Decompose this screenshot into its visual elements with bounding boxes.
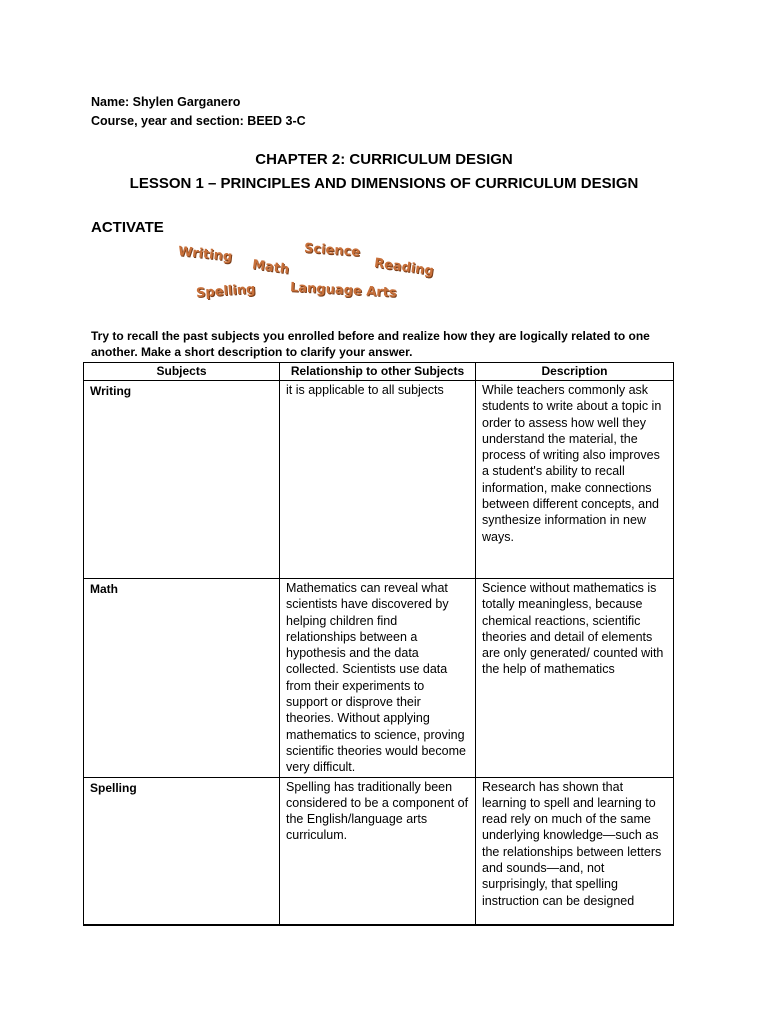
- relationship-cell: Spelling has traditionally been considered to be a component of the English/language arts curriculum.: [280, 777, 476, 925]
- instruction-text: Try to recall the past subjects you enrolled before and realize how they are logically related to one another. Make a short description to clarify your answer.: [91, 329, 650, 359]
- word-math: Math: [251, 257, 291, 278]
- description-cell: Science without mathematics is totally meaningless, because chemical reactions, scientific theories and detail of elements are only generated/ counted with the help of mathematics: [476, 579, 674, 778]
- word-science: Science: [303, 241, 361, 260]
- subject-cell: Math: [84, 579, 280, 778]
- table-row: [84, 777, 674, 925]
- lesson-title: LESSON 1 – PRINCIPLES AND DIMENSIONS OF CURRICULUM DESIGN: [129, 175, 639, 192]
- description-cell: While teachers commonly ask students to write about a topic in order to assess how well they understand the material, the process of writing also improves a student's ability to recall information, make connections between different concepts, and synthesize information in new ways.: [476, 381, 674, 579]
- chapter-title: CHAPTER 2: CURRICULUM DESIGN: [255, 151, 513, 168]
- student-name: Name: Shylen Garganero: [91, 95, 241, 109]
- table-row: [84, 381, 674, 579]
- table-header-row: [84, 363, 674, 381]
- table-row: [84, 579, 674, 778]
- relationship-cell: it is applicable to all subjects: [280, 381, 476, 579]
- word-spelling: Spelling: [195, 281, 256, 302]
- word-reading: Reading: [373, 255, 435, 280]
- course-year-section: Course, year and section: BEED 3-C: [91, 114, 306, 128]
- word-writing: Writing: [177, 244, 233, 265]
- subjects-table: [83, 362, 674, 926]
- column-header-relationship: Relationship to other Subjects: [280, 363, 476, 381]
- subject-cell: Writing: [84, 381, 280, 579]
- section-heading: ACTIVATE: [91, 219, 164, 236]
- word-language-arts: Language Arts: [289, 280, 398, 301]
- column-header-description: Description: [476, 363, 674, 381]
- description-cell: Research has shown that learning to spell and learning to read rely on much of the same underlying knowledge—such as the relationships between letters and sounds—and, not surprisingly, that spelling instruction can be designed: [476, 777, 674, 925]
- relationship-cell: Mathematics can reveal what scientists have discovered by helping children find relationships between a hypothesis and the data collected. Scientists use data from their experiments to support or disprove their theories. Without applying mathematics to science, proving scientific theories would become very difficult.: [280, 579, 476, 778]
- subject-cell: Spelling: [84, 777, 280, 925]
- column-header-subjects: Subjects: [84, 363, 280, 381]
